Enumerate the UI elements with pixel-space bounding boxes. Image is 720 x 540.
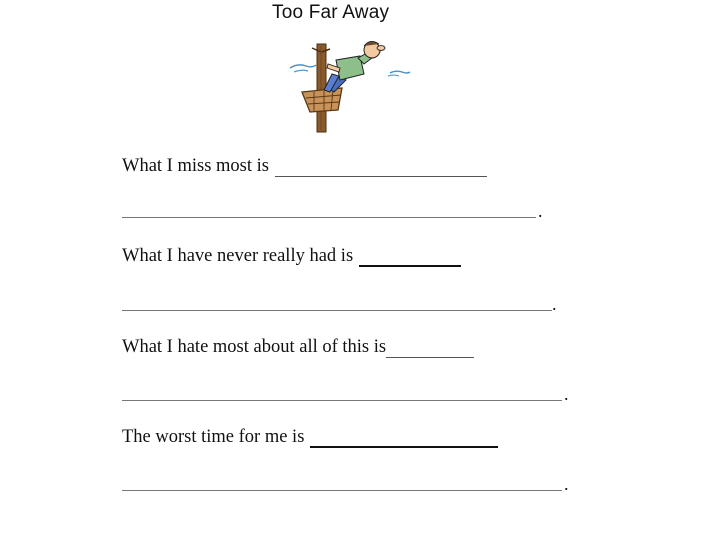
- answer-blank-inline[interactable]: [275, 159, 487, 177]
- answer-blank-inline[interactable]: [386, 340, 474, 358]
- prompt-text: The worst time for me is: [122, 427, 305, 447]
- end-mark: .: [564, 384, 569, 404]
- end-mark: .: [538, 201, 543, 221]
- end-mark: .: [552, 294, 557, 314]
- answer-line[interactable]: [122, 400, 562, 401]
- answer-line[interactable]: [122, 217, 536, 218]
- prompt-text: What I hate most about all of this is: [122, 337, 387, 357]
- answer-blank-inline[interactable]: [359, 248, 461, 267]
- prompt-row-3: [122, 336, 474, 358]
- prompt-text: What I have never really had is: [122, 246, 354, 266]
- end-mark: .: [564, 474, 569, 494]
- person-on-pole-looking-afar-icon: [284, 40, 414, 140]
- prompt-text: What I miss most is: [122, 156, 269, 176]
- answer-line[interactable]: [122, 310, 552, 311]
- prompt-row-2: [122, 245, 461, 267]
- prompt-row-1: [122, 155, 487, 177]
- answer-line[interactable]: [122, 490, 562, 491]
- prompt-row-4: [122, 426, 498, 448]
- answer-blank-inline[interactable]: [310, 429, 498, 448]
- worksheet-title: Too Far Away: [272, 2, 390, 23]
